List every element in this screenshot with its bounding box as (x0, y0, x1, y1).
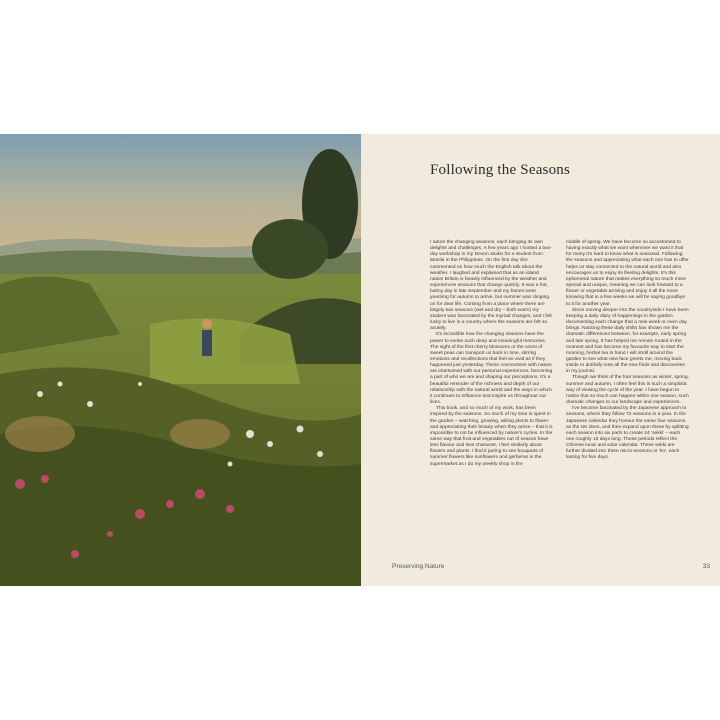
running-footer: Preserving Nature (392, 563, 445, 570)
paragraph: I've become fascinated by the Japanese approach to seasons, where they follow 72 seasons in a year. In the Japanese calendar they honour the same four seasons as the UK does, and then expand upon these by splitting each season into six parts to create 24 'sekki' – each one roughly 15 days long. These periods reflect the Chinese lunar and solar calendar. These sekki are further divided into three micro-seasons or 'ko', each lasting for five days. (566, 406, 689, 461)
paragraph: This book, and so much of my work, has been inspired by the seasons. So much of my time is spent in the garden – watching, growing, willing plants to flower and appreciating their beauty when they arrive – that it is impossible to not be influenced by nature's cycles. In the same way that fruit and vegetables out of season have less flavour and less character, I feel similarly about flowers and plants. I find it jarring to see bouquets of summer flowers like sunflowers and gerberas in the supermarket as I do my weekly shop in the (430, 406, 553, 467)
paragraph: It's incredible how the changing seasons have the power to evoke such deep and meaningful memories. The sight of the first cherry blossoms or the scent of sweet peas can transport us back in time, stirring emotions and recollections that feel as vivid as if they happened just yesterday. These connections with nature are intertwined with our personal experiences, becoming a part of who we are and shaping our perceptions. It's a beautiful reminder of the richness and depth of our relationship with the natural world and the ways in which it continues to influence and inspire us throughout our lives. (430, 332, 553, 406)
page-title: Following the Seasons (430, 162, 571, 178)
paragraph: Though we think of the four seasons as winter, spring, summer and autumn, I often feel this is such a simplistic way of viewing the cycle of the year. I have begun to notice that so much can happen within one season, such dramatic changes to our landscape and experiences. (566, 375, 689, 406)
text-column-right (566, 240, 689, 462)
text-column-left (430, 240, 553, 468)
text-page (361, 134, 720, 586)
paragraph: Since moving deeper into the countryside I have been keeping a daily diary of happenings in the garden, documenting each change that a new week or even day brings. Noticing these daily shifts has shown me the dramatic differences between, for example, early spring and late spring. It has helped me remain rooted in the moment and has become my favourite way to start the morning, herbal tea in hand I will stroll around the garden to see what new face greets me, moving back inside to dutifully note all the new finds and discoveries in my journal. (566, 307, 689, 375)
paragraph: middle of spring. We have become so accustomed to having exactly what we want whenever we want it that for many it's hard to know what is seasonal. Following the seasons and appreciating what each one has to offer helps us stay connected to the natural world and also encourages us to enjoy its fleeting delights. It's this ephemeral nature that makes everything so much more special and unique, meaning we can look forward to a flower or vegetable arriving and enjoy it all the more knowing that in a few weeks we will be saying goodbye to it for another year. (566, 240, 689, 307)
garden-landscape-photo (0, 134, 361, 586)
paragraph: I adore the changing seasons, each bringing its own delights and challenges. A few years ago I hosted a two-day workshop in my Devon studio for a student from Manila in the Philippines. On the first day she commented on how much the English talk about the weather. I laughed and explained that as an island nation Britain is heavily influenced by the weather and experiences seasons that change quickly. It was a hot, balmy day in late September and my bones were yearning for autumn to arrive, but summer was clinging on for dear life. Coming from a place where there are largely two seasons (wet and dry – both warm) my student was fascinated by the myriad changes, and I felt lucky to live in a country where the seasons are felt so acutely. (430, 240, 552, 332)
book-spread (0, 134, 720, 586)
page-number: 33 (702, 563, 710, 570)
